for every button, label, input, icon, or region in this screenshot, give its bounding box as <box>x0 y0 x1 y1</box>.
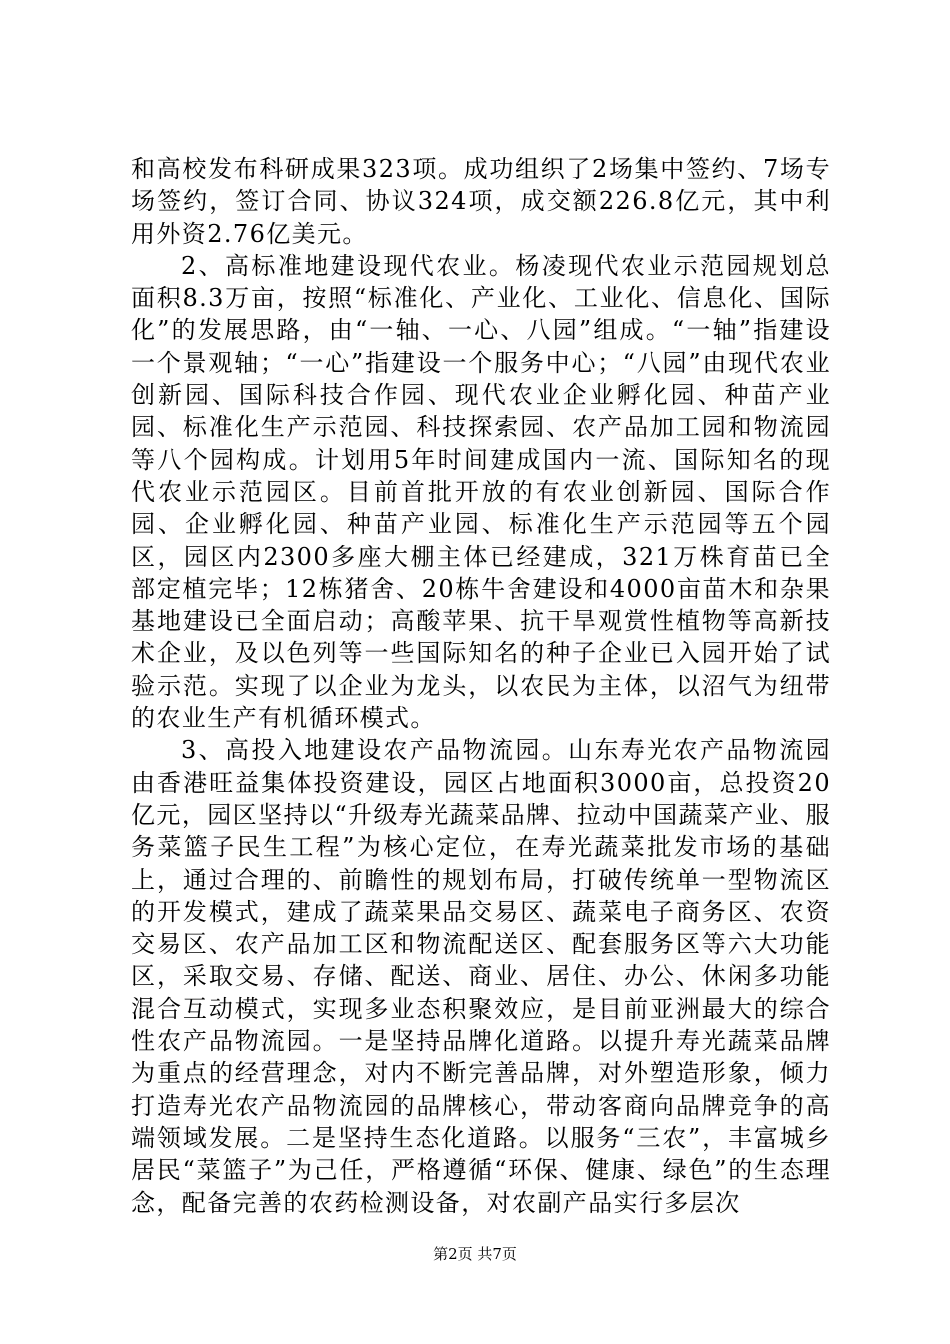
page-number-footer: 第2页 共7页 <box>433 1245 517 1263</box>
paragraph-continued: 和高校发布科研成果323项。成功组织了2场集中签约、7场专场签约，签订合同、协议324项，成交额226.8亿元，其中利用外资2.76亿美元。 <box>131 155 831 248</box>
document-body <box>131 153 831 1219</box>
paragraph-modern-agriculture: 2、高标准地建设现代农业。杨凌现代农业示范园规划总面积8.3万亩，按照“标准化、产业化、工业化、信息化、国际化”的发展思路，由“一轴、一心、八园”组成。“一轴”指建设一个景观轴；“一心”指建设一个服务中心；“八园”由现代农业创新园、国际科技合作园、现代农业企业孵化园、种苗产业园、标准化生产示范园、科技探索园、农产品加工园和物流园等八个园构成。计划用5年时间建成国内一流、国际知名的现代农业示范园区。目前首批开放的有农业创新园、国际合作园、企业孵化园、种苗产业园、标准化生产示范园等五个园区，园区内2300多座大棚主体已经建成，321万株育苗已全部定植完毕；12栋猪舍、20栋牛舍建设和4000亩苗木和杂果基地建设已全面启动；高酸苹果、抗干旱观赏性植物等高新技术企业，及以色列等一些国际知名的种子企业已入园开始了试验示范。实现了以企业为龙头，以农民为主体，以沼气为纽带的农业生产有机循环模式。 <box>131 251 831 733</box>
paragraph-logistics-park: 3、高投入地建设农产品物流园。山东寿光农产品物流园由香港旺益集体投资建设，园区占地面积3000亩，总投资20亿元，园区坚持以“升级寿光蔬菜品牌、拉动中国蔬菜产业、服务菜篮子民生工程”为核心定位，在寿光蔬菜批发市场的基础上，通过合理的、前瞻性的规划布局，打破传统单一型物流区的开发模式，建成了蔬菜果品交易区、蔬菜电子商务区、农资交易区、农产品加工区和物流配送区、配套服务区等六大功能区，采取交易、存储、配送、商业、居住、办公、休闲多功能混合互动模式，实现多业态积聚效应，是目前亚洲最大的综合性农产品物流园。一是坚持品牌化道路。以提升寿光蔬菜品牌为重点的经营理念，对内不断完善品牌，对外塑造形象，倾力打造寿光农产品物流园的品牌核心，带动客商向品牌竞争的高端领域发展。二是坚持生态化道路。以服务“三农”，丰富城乡居民“菜篮子”为己任，严格遵循“环保、健康、绿色”的生态理念，配备完善的农药检测设备，对农副产品实行多层次 <box>131 736 831 1217</box>
